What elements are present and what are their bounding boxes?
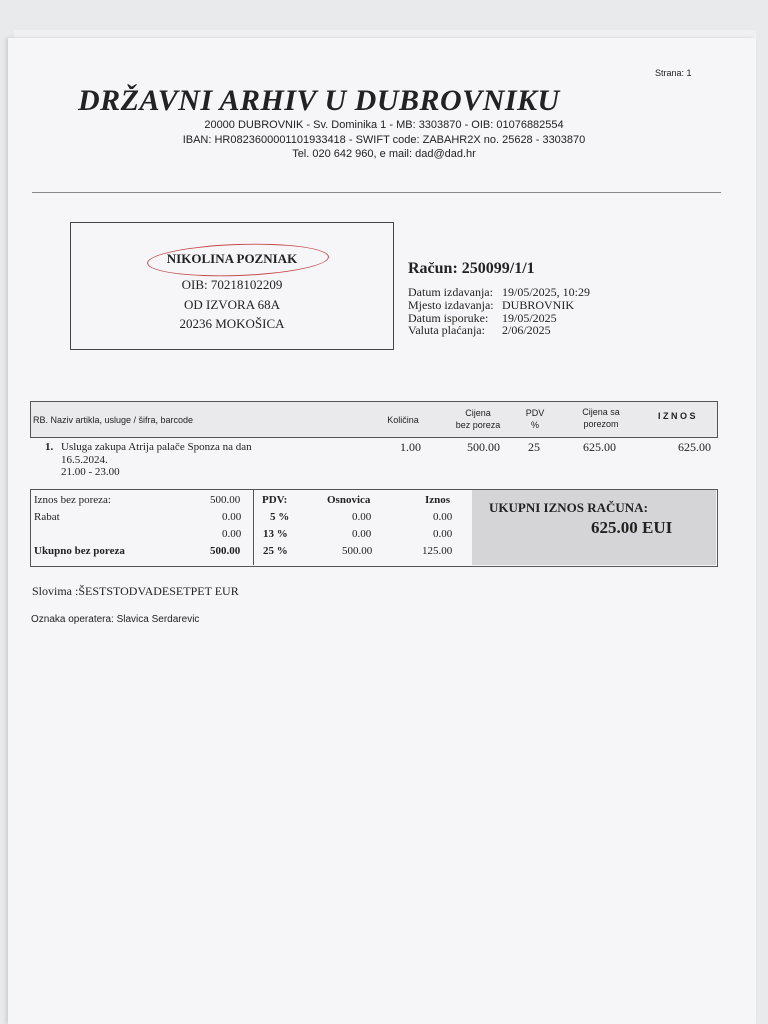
customer-name: NIKOLINA POZNIAK (166, 251, 298, 266)
col-amount-header: I Z N O S (658, 411, 696, 421)
delivery-date-value: 19/05/2025 (502, 311, 557, 325)
summary-divider-1 (253, 490, 254, 565)
amount-in-words: Slovima :ŠESTSTODVADESETPET EUR (32, 584, 239, 598)
col-gross-price-header-2: porezom (583, 419, 619, 429)
col-vat-header-1: PDV (525, 408, 545, 418)
col-gross-price-header-1: Cijena sa (582, 407, 620, 417)
invoice-number: Račun: 250099/1/1 (408, 260, 535, 277)
col-vat-header-2: % (530, 420, 539, 430)
issue-date-label: Datum izdavanja: (408, 285, 493, 299)
net-amount-value: 500.00 (210, 494, 241, 506)
issuer-bank-line: IBAN: HR0823600001101933418 - SWIFT code: ZABAHR2X no. 25628 - 3303870 (182, 134, 586, 146)
extra-value: 0.00 (222, 528, 242, 540)
header-divider (32, 192, 721, 193)
row-number: 1. (45, 441, 54, 453)
col-net-price-header-1: Cijena (465, 408, 491, 418)
base-header: Osnovica (327, 494, 371, 506)
issuer-name: DRŽAVNI ARHIV U DUBROVNIKU (78, 84, 560, 117)
vat-base-5: 0.00 (352, 511, 372, 523)
vat-amount-header: Iznos (425, 494, 451, 506)
total-value: 625.00 EUI (591, 518, 673, 537)
vat-rate-5: 5 % (270, 511, 290, 523)
customer-street: OD IZVORA 68A (183, 297, 281, 312)
col-item-header: RB. Naziv artikla, usluge / šifra, barcode (33, 415, 194, 425)
delivery-date-label: Datum isporuke: (408, 311, 489, 325)
total-label: UKUPNI IZNOS RAČUNA: (489, 500, 648, 515)
customer-oib: OIB: 70218102209 (181, 277, 283, 292)
vat-rate-25: 25 % (263, 545, 288, 557)
row-description-line1: Usluga zakupa Atrija palače Sponza na dan (61, 441, 252, 453)
vat-header: PDV: (262, 494, 288, 506)
issue-place-label: Mjesto izdavanja: (408, 298, 494, 312)
operator-label: Oznaka operatera: Slavica Serdarevic (31, 614, 200, 625)
customer-city: 20236 MOKOŠICA (179, 316, 285, 331)
col-net-price-header-2: bez poreza (455, 420, 501, 430)
page-number: Strana: 1 (655, 68, 692, 78)
col-qty-header: Količina (387, 415, 419, 425)
vat-base-25: 500.00 (342, 545, 373, 557)
row-amount: 625.00 (678, 440, 711, 454)
vat-amount-5: 0.00 (433, 511, 453, 523)
row-gross-price: 625.00 (583, 440, 616, 454)
issuer-address-line: 20000 DUBROVNIK - Sv. Dominika 1 - MB: 3303870 - OIB: 01076882554 (204, 119, 564, 131)
row-vat: 25 (528, 440, 540, 454)
vat-amount-13: 0.00 (433, 528, 453, 540)
discount-label: Rabat (34, 511, 60, 523)
row-qty: 1.00 (400, 440, 421, 454)
net-amount-label: Iznos bez poreza: (34, 494, 111, 506)
row-description-line2: 16.5.2024. (61, 454, 108, 466)
vat-rate-13: 13 % (263, 528, 288, 540)
row-net-price: 500.00 (467, 440, 500, 454)
vat-base-13: 0.00 (352, 528, 372, 540)
issuer-contact-line: Tel. 020 642 960, e mail: dad@dad.hr (292, 148, 476, 160)
due-date-value: 2/06/2025 (502, 323, 551, 337)
subtotal-label: Ukupno bez poreza (34, 545, 125, 557)
discount-value: 0.00 (222, 511, 242, 523)
row-description-line3: 21.00 - 23.00 (61, 466, 120, 478)
issue-place-value: DUBROVNIK (502, 298, 574, 312)
vat-amount-25: 125.00 (422, 545, 453, 557)
due-date-label: Valuta plaćanja: (408, 323, 485, 337)
issue-date-value: 19/05/2025, 10:29 (502, 285, 591, 299)
subtotal-value: 500.00 (210, 545, 241, 557)
